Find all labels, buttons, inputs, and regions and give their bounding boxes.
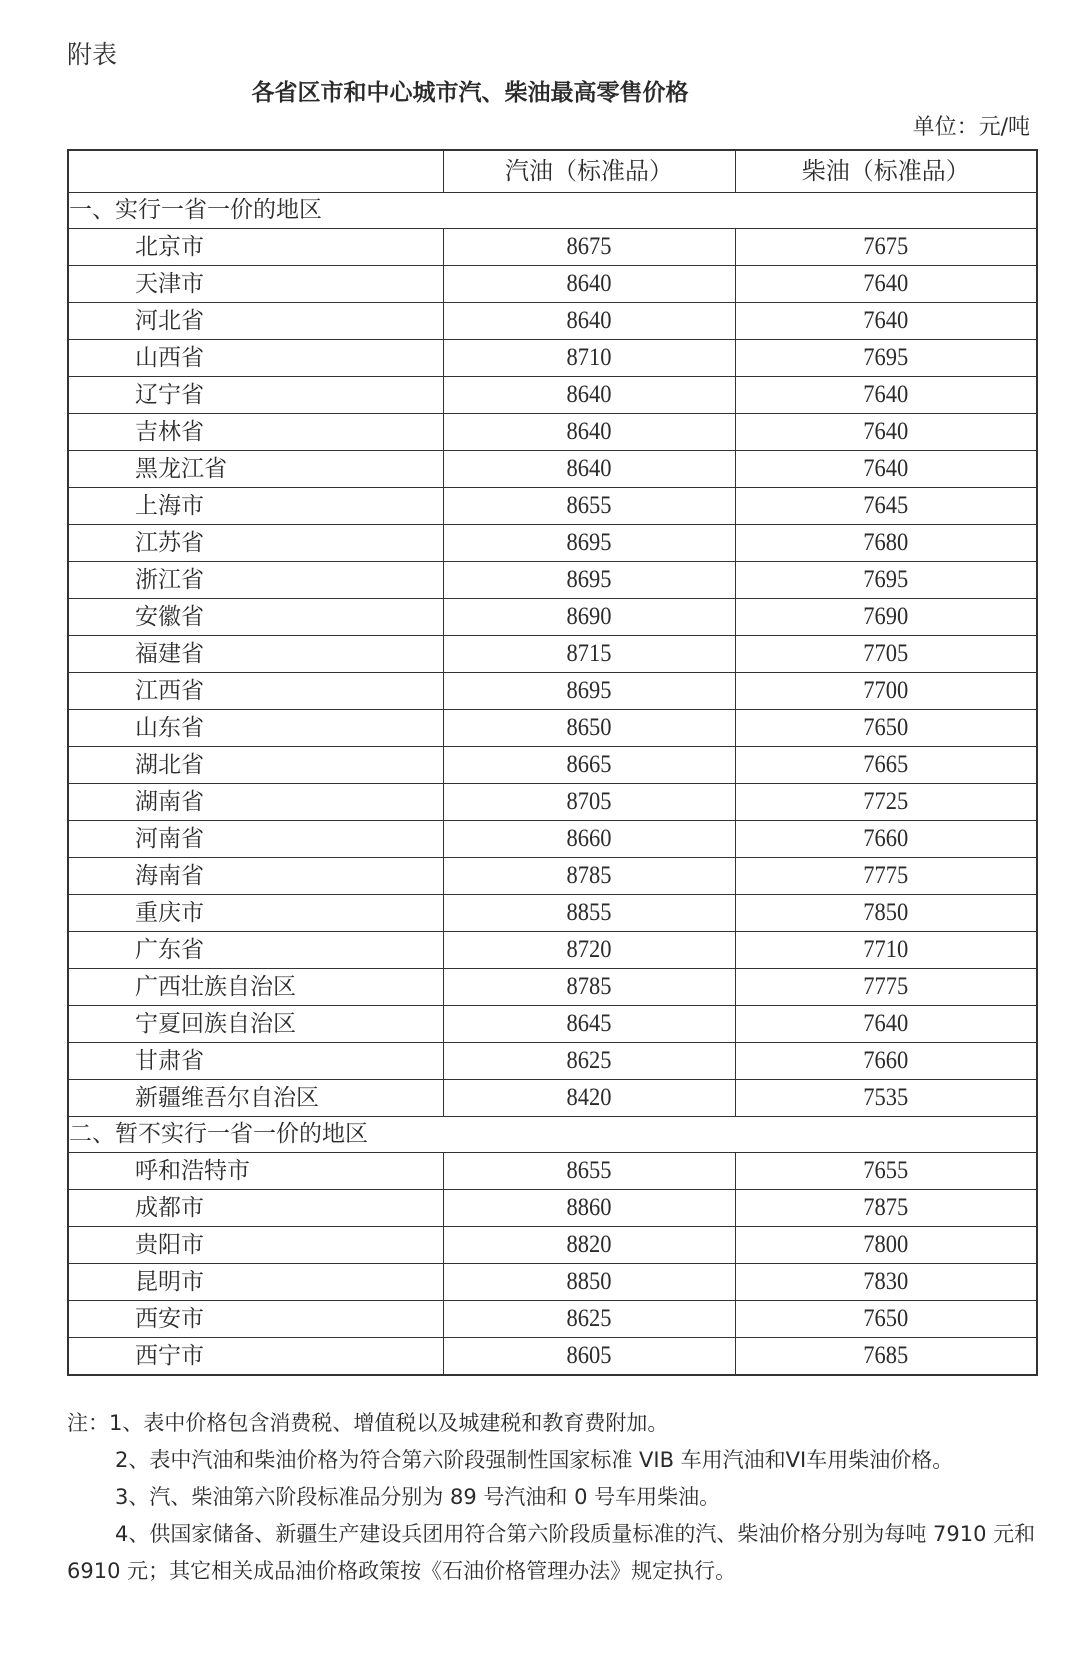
gasoline-price-cell: 8705 [458, 784, 721, 821]
region-cell: 西安市 [68, 1301, 443, 1338]
gasoline-price-cell: 8665 [458, 747, 721, 784]
region-cell: 广东省 [68, 932, 443, 969]
diesel-price-cell: 7850 [750, 895, 1022, 932]
diesel-price-cell: 7640 [750, 377, 1022, 414]
gasoline-price-cell: 8650 [458, 710, 721, 747]
diesel-price-cell: 7665 [750, 747, 1022, 784]
diesel-price-cell: 7705 [750, 636, 1022, 673]
gasoline-price-cell: 8695 [458, 562, 721, 599]
note-2: 2、表中汽油和柴油价格为符合第六阶段强制性国家标准 VIB 车用汽油和VI车用柴油价格。 [115, 1448, 954, 1472]
table-row [68, 784, 1037, 821]
table-header-row [68, 150, 1037, 193]
note-3: 3、汽、柴油第六阶段标准品分别为 89 号汽油和 0 号车用柴油。 [115, 1485, 721, 1509]
gasoline-price-cell: 8820 [458, 1227, 721, 1264]
table-row [68, 451, 1037, 488]
region-cell: 福建省 [68, 636, 443, 673]
region-cell: 辽宁省 [68, 377, 443, 414]
diesel-price-cell: 7680 [750, 525, 1022, 562]
region-cell: 江苏省 [68, 525, 443, 562]
section-label: 一、实行一省一价的地区 [68, 193, 1037, 229]
gasoline-price-cell: 8655 [458, 488, 721, 525]
region-cell: 河南省 [68, 821, 443, 858]
region-cell: 上海市 [68, 488, 443, 525]
region-cell: 西宁市 [68, 1338, 443, 1376]
diesel-price-cell: 7710 [750, 932, 1022, 969]
table-row [68, 747, 1037, 784]
region-cell: 昆明市 [68, 1264, 443, 1301]
table-row [68, 303, 1037, 340]
region-cell: 新疆维吾尔自治区 [68, 1080, 443, 1117]
diesel-price-cell: 7640 [750, 1006, 1022, 1043]
table-row [68, 710, 1037, 747]
table-body [68, 193, 1037, 1376]
region-cell: 浙江省 [68, 562, 443, 599]
region-cell: 湖北省 [68, 747, 443, 784]
gasoline-price-cell: 8710 [458, 340, 721, 377]
region-cell: 成都市 [68, 1190, 443, 1227]
diesel-price-cell: 7650 [750, 1301, 1022, 1338]
region-cell: 甘肃省 [68, 1043, 443, 1080]
table-row [68, 525, 1037, 562]
table-row [68, 229, 1037, 266]
region-cell: 海南省 [68, 858, 443, 895]
diesel-price-cell: 7695 [750, 562, 1022, 599]
diesel-price-cell: 7535 [750, 1080, 1022, 1117]
gasoline-price-cell: 8640 [458, 266, 721, 303]
region-cell: 呼和浩特市 [68, 1153, 443, 1190]
diesel-price-cell: 7675 [750, 229, 1022, 266]
gasoline-price-cell: 8785 [458, 969, 721, 1006]
region-cell: 河北省 [68, 303, 443, 340]
gasoline-price-cell: 8695 [458, 673, 721, 710]
region-cell: 北京市 [68, 229, 443, 266]
diesel-price-cell: 7690 [750, 599, 1022, 636]
region-cell: 贵阳市 [68, 1227, 443, 1264]
gasoline-price-cell: 8645 [458, 1006, 721, 1043]
diesel-price-cell: 7875 [750, 1190, 1022, 1227]
document-title: 各省区市和中心城市汽、柴油最高零售价格 [251, 80, 689, 106]
diesel-price-cell: 7775 [750, 858, 1022, 895]
section-row [68, 1117, 1037, 1153]
table-row [68, 1006, 1037, 1043]
region-cell: 宁夏回族自治区 [68, 1006, 443, 1043]
table-row [68, 1043, 1037, 1080]
table-row [68, 1080, 1037, 1117]
region-cell: 吉林省 [68, 414, 443, 451]
table-row [68, 562, 1037, 599]
gasoline-price-cell: 8640 [458, 377, 721, 414]
notes [67, 1405, 1037, 1590]
section-label: 二、暂不实行一省一价的地区 [68, 1117, 1037, 1153]
gasoline-price-cell: 8660 [458, 821, 721, 858]
diesel-price-cell: 7700 [750, 673, 1022, 710]
table-row [68, 932, 1037, 969]
table-row [68, 599, 1037, 636]
region-cell: 重庆市 [68, 895, 443, 932]
gasoline-price-cell: 8640 [458, 414, 721, 451]
diesel-price-cell: 7660 [750, 1043, 1022, 1080]
region-cell: 湖南省 [68, 784, 443, 821]
diesel-price-cell: 7640 [750, 414, 1022, 451]
diesel-price-cell: 7645 [750, 488, 1022, 525]
diesel-price-cell: 7725 [750, 784, 1022, 821]
table-row [68, 673, 1037, 710]
table-row [68, 1190, 1037, 1227]
diesel-price-cell: 7685 [750, 1338, 1022, 1376]
gasoline-price-cell: 8690 [458, 599, 721, 636]
gasoline-price-cell: 8850 [458, 1264, 721, 1301]
note-4: 4、供国家储备、新疆生产建设兵团用符合第六阶段质量标准的汽、柴油价格分别为每吨 7910 元和 6910 元；其它相关成品油价格政策按《石油价格管理办法》规定执行。 [67, 1522, 1036, 1583]
table-row [68, 1301, 1037, 1338]
table-row [68, 1264, 1037, 1301]
gasoline-price-cell: 8695 [458, 525, 721, 562]
region-cell: 江西省 [68, 673, 443, 710]
region-cell: 天津市 [68, 266, 443, 303]
table-row [68, 1338, 1037, 1376]
diesel-price-cell: 7830 [750, 1264, 1022, 1301]
table-row [68, 340, 1037, 377]
region-cell: 山西省 [68, 340, 443, 377]
region-cell: 广西壮族自治区 [68, 969, 443, 1006]
table-row [68, 266, 1037, 303]
table-row [68, 414, 1037, 451]
gasoline-price-cell: 8640 [458, 451, 721, 488]
gasoline-price-cell: 8855 [458, 895, 721, 932]
price-table [67, 149, 1038, 1376]
appendix-label: 附表 [67, 40, 118, 69]
table-row [68, 1227, 1037, 1264]
diesel-price-cell: 7695 [750, 340, 1022, 377]
diesel-price-cell: 7640 [750, 451, 1022, 488]
unit-label: 单位：元/吨 [912, 115, 1030, 140]
table-row [68, 969, 1037, 1006]
table-row [68, 895, 1037, 932]
table-row [68, 636, 1037, 673]
table-row [68, 488, 1037, 525]
section-row [68, 193, 1037, 229]
diesel-price-cell: 7640 [750, 303, 1022, 340]
gasoline-price-cell: 8715 [458, 636, 721, 673]
region-cell: 山东省 [68, 710, 443, 747]
gasoline-price-cell: 8860 [458, 1190, 721, 1227]
table-row [68, 1153, 1037, 1190]
gasoline-price-cell: 8655 [458, 1153, 721, 1190]
gasoline-price-cell: 8625 [458, 1043, 721, 1080]
gasoline-price-cell: 8605 [458, 1338, 721, 1376]
gasoline-price-cell: 8720 [458, 932, 721, 969]
diesel-price-cell: 7775 [750, 969, 1022, 1006]
note-1: 注：1、表中价格包含消费税、增值税以及城建税和教育费附加。 [67, 1411, 669, 1435]
header-gasoline: 汽油（标准品） [443, 150, 735, 193]
gasoline-price-cell: 8785 [458, 858, 721, 895]
header-diesel: 柴油（标准品） [735, 150, 1037, 193]
gasoline-price-cell: 8640 [458, 303, 721, 340]
region-cell: 安徽省 [68, 599, 443, 636]
header-region [68, 150, 443, 193]
diesel-price-cell: 7640 [750, 266, 1022, 303]
diesel-price-cell: 7800 [750, 1227, 1022, 1264]
table-row [68, 858, 1037, 895]
diesel-price-cell: 7660 [750, 821, 1022, 858]
gasoline-price-cell: 8420 [458, 1080, 721, 1117]
diesel-price-cell: 7650 [750, 710, 1022, 747]
table-row [68, 377, 1037, 414]
gasoline-price-cell: 8625 [458, 1301, 721, 1338]
diesel-price-cell: 7655 [750, 1153, 1022, 1190]
gasoline-price-cell: 8675 [458, 229, 721, 266]
region-cell: 黑龙江省 [68, 451, 443, 488]
table-row [68, 821, 1037, 858]
